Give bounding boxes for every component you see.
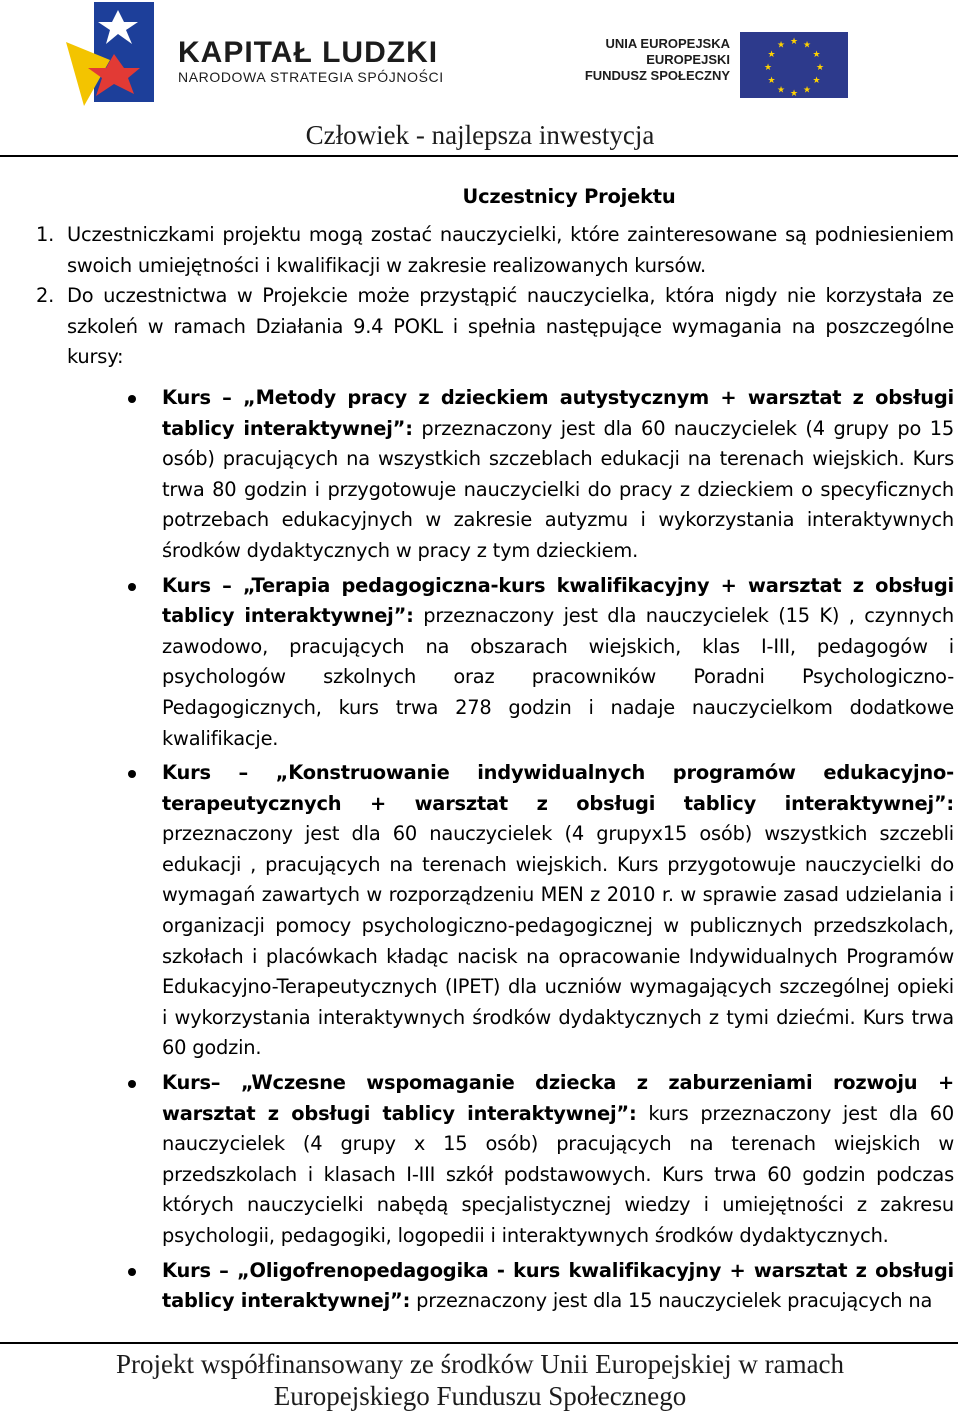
svg-text:★: ★ [802,85,812,96]
section-title: Uczestnicy Projektu [462,185,676,208]
course-title: Kurs – „Metody pracy z dzieckiem autystycznym + warsztat z obsługi tablicy interaktywnej”: [162,385,954,440]
course-description: przeznaczony jest dla 60 nauczycielek (4 grupy po 15 osób) pracujących na wszystkich szczeblach edukacji na terenach wiejskich. Kurs trwa 80 godzin i przygotowuje nauczycielki do pracy z dzieckiem o specyficznych potrzebach edukacyjnych w zakresie autyzmu i wykorzystania interaktywnych środków dydaktycznych w pracy z tym dzieckiem. [162,416,954,562]
course-item [0,758,960,1064]
rule-text: Do uczestnictwa w Projekcie może przystąpić nauczycielka, która nigdy nie korzystała ze szkoleń w ramach Działania 9.4 POKL i spełnia następujące wymagania na poszczególne kursy: [67,284,954,369]
eu-line-1: UNIA EUROPEJSKA [605,36,730,51]
svg-text:★: ★ [802,40,812,51]
course-title: Kurs – „Konstruowanie indywidualnych programów edukacyjno-terapeutycznych + warsztat z obsługi tablicy interaktywnej”: [162,761,954,815]
kapital-ludzki-title: KAPITAŁ LUDZKI [178,36,439,69]
course-item [0,1256,960,1317]
bullet-icon [128,395,136,403]
course-description: przeznaczony jest dla 60 nauczycielek (4 grupyx15 osób) wszystkich szczebli edukacji , pracujących na terenach wiejskich. Kurs przygotowuje nauczycielki do wymagań zawartych w rozporządzeniu MEN z 2010 r. w sprawie zasad udzielania i organizacji pomocy psychologiczno-pedagogicznej w publicznych przedszkolach, szkołach i placówkach kładąc nacisk na opracowanie Indywidualnych Programów Edukacyjno-Terapeutycznych (IPET) dla uczniów wymagających szczególnej opieki i wykorzystania interaktywnych środków dydaktycznych z tymi dziećmi. Kurs trwa 60 godzin. [162,822,954,1060]
bullet-icon [128,1268,136,1276]
page-footer [0,1348,960,1412]
svg-text:★: ★ [812,76,821,86]
svg-text:★: ★ [789,89,799,98]
svg-text:★: ★ [767,76,776,86]
svg-text:★: ★ [767,50,776,60]
footer-line-2: Europejskiego Funduszu Społecznego [273,1381,687,1411]
header-divider [0,155,958,157]
course-title: Kurs – „Terapia pedagogiczna-kurs kwalifikacyjny + warsztat z obsługi tablicy interaktywnej”: [162,573,954,628]
bullet-icon [128,770,136,778]
course-item [0,1068,960,1252]
footer-divider [0,1342,958,1344]
course-title: Kurs– „Wczesne wspomaganie dziecka z zaburzeniami rozwoju + warsztat z obsługi tablicy interaktywnej”: [162,1071,954,1125]
eu-line-2: EUROPEJSKI [646,52,730,67]
course-description: kurs przeznaczony jest dla 60 nauczycielek (4 grupy x 15 osób) pracujących na terenach wiejskich w przedszkolach i klasach I-III szkół podstawowych. Kurs trwa 60 godzin podczas których nauczycielki nabędą specjalistycznej wiedzy i umiejętności z zakresu psychologii, pedagogiki, logopedii i interaktywnych środków dydaktycznych. [162,1101,955,1247]
course-title: Kurs – „Oligofrenopedagogika - kurs kwalifikacyjny + warsztat z obsługi tablicy interaktywnej”: [162,1258,954,1313]
course-item [0,571,960,755]
svg-text:★: ★ [812,50,821,60]
eu-line-3: FUNDUSZ SPOŁECZNY [584,68,730,83]
svg-text:★: ★ [789,37,799,47]
course-list [0,383,960,1317]
course-item [0,383,960,567]
eu-flag-icon [740,32,848,98]
rule-number: 2. [36,284,55,308]
rule-item [0,281,960,373]
svg-text:★: ★ [815,63,825,73]
svg-text:★: ★ [776,40,786,51]
participant-rules [0,220,960,373]
svg-text:★: ★ [776,85,786,96]
page-header [0,0,960,160]
rule-number: 1. [36,223,55,246]
eu-fund-label [560,36,730,84]
bullet-icon [128,583,136,591]
kapital-ludzki-subtitle: NARODOWA STRATEGIA SPÓJNOŚCI [178,69,444,85]
rule-text: Uczestniczkami projektu mogą zostać nauczycielki, które zainteresowane są podniesieniem swoich umiejętności i kwalifikacji w zakresie realizowanych kursów. [67,223,954,277]
bullet-icon [128,1080,136,1088]
rule-item [0,220,960,281]
kapital-ludzki-logo [64,2,154,106]
motto: Człowiek - najlepsza inwestycja [305,120,655,150]
footer-line-1: Projekt współfinansowany ze środków Unii Europejskiej w ramach [115,1349,845,1379]
course-description: przeznaczony jest dla nauczycielek (15 K) , czynnych zawodowo, pracujących na obszarach wiejskich, klas I-III, pedagogów i psychologów szkolnych oraz pracowników Poradni Psychologiczno-Pedagogicznych, kurs trwa 278 godzin i nadaje nauczycielkom dodatkowe kwalifikacje. [162,604,954,750]
main-content [0,180,960,1321]
course-description: przeznaczony jest dla 15 nauczycielek pracujących na [410,1289,933,1313]
svg-text:★: ★ [763,63,773,73]
